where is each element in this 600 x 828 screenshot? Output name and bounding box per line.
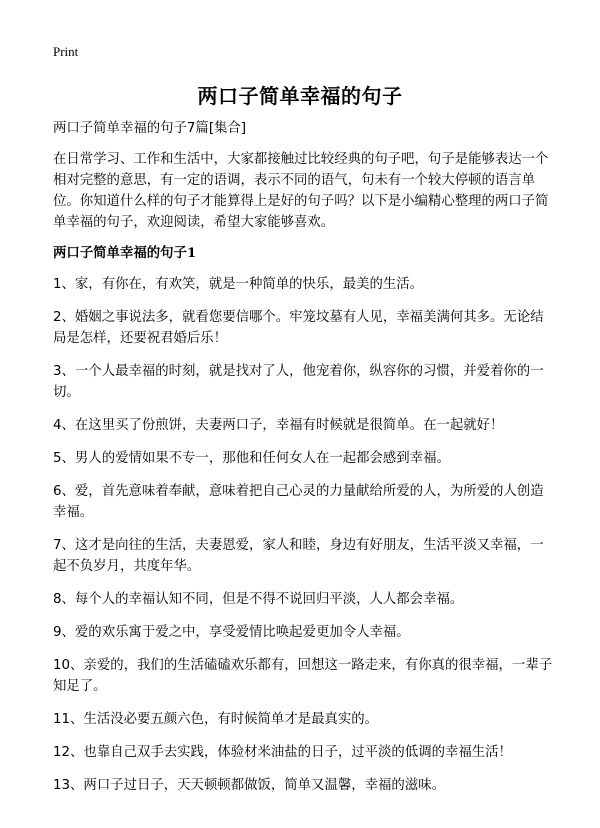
list-item: 2、婚姻之事说法多，就看您要信哪个。牢笼坟墓有人见，幸福美满何其多。无论结局是怎样，还要祝君婚后乐！ <box>53 310 544 346</box>
list-item: 1、家，有你在，有欢笑，就是一种简单的快乐，最美的生活。 <box>53 277 424 292</box>
list-item: 3、一个人最幸福的时刻，就是找对了人，他宠着你，纵容你的习惯，并爱着你的一切。 <box>53 364 544 400</box>
article-body <box>53 118 553 808</box>
intro-paragraph: 在日常学习、工作和生活中，大家都接触过比较经典的句子吧，句子是能够表达一个相对完整的意思，有一定的语调，表示不同的语气，句未有一个较大停顿的语言单位。你知道什么样的句子才能算得上是好的句子吗？以下是小编精心整理的两口子简单幸福的句子，欢迎阅读，希望大家能够喜欢。 <box>53 152 549 230</box>
list-item: 10、亲爱的，我们的生活磕磕欢乐都有，回想这一路走来，有你真的很幸福，一辈子知足了。 <box>53 658 553 694</box>
list-item: 5、男人的爱情如果不专一，那他和任何女人在一起都会感到幸福。 <box>53 451 450 466</box>
list-item: 4、在这里买了份煎饼，夫妻两口子，幸福有时候就是很简单。在一起就好！ <box>53 418 504 433</box>
section-heading: 两口子简单幸福的句子1 <box>53 245 197 261</box>
list-item: 8、每个人的幸福认知不同，但是不得不说回归平淡，人人都会幸福。 <box>53 592 464 607</box>
list-item: 7、这才是向往的生活，夫妻恩爱，家人和睦，身边有好朋友，生活平淡又幸福，一起不负岁月，共度年华。 <box>53 538 544 574</box>
page-title: 两口子简单幸福的句子 <box>197 84 403 108</box>
article-subtitle: 两口子简单幸福的句子7篇[集合] <box>53 121 247 136</box>
print-link[interactable]: Print <box>53 44 79 59</box>
list-item: 11、生活没必要五颜六色，有时候简单才是最真实的。 <box>53 712 379 727</box>
list-item: 9、爱的欢乐寓于爱之中，享受爱情比唤起爱更加令人幸福。 <box>53 625 410 640</box>
list-item: 13、两口子过日子，天天顿顿都做饭，简单又温馨，幸福的滋味。 <box>53 778 445 793</box>
list-item: 6、爱，首先意味着奉献，意味着把自己心灵的力量献给所爱的人，为所爱的人创造幸福。 <box>53 484 544 520</box>
list-item: 12、也靠自己双手去实践，体验材米油盐的日子，过平淡的低调的幸福生活！ <box>53 745 512 760</box>
